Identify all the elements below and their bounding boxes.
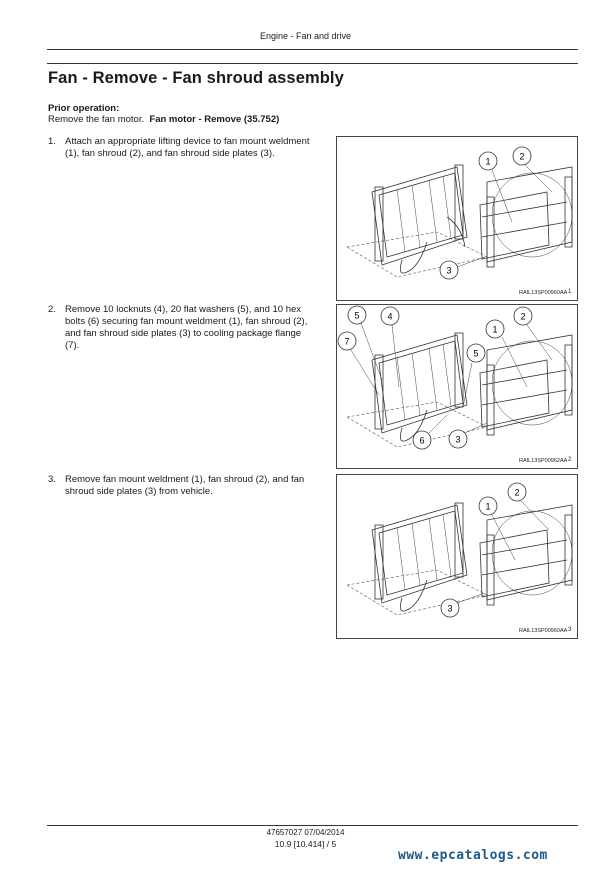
callout-2: 2 (519, 151, 525, 162)
footer-page-number: 10.9 [10.414] / 5 (274, 839, 337, 849)
step-number: 3. (48, 474, 56, 485)
prior-operation-text (48, 114, 279, 125)
fastener-removal-illustration (337, 305, 577, 468)
callout-5: 5 (354, 310, 360, 321)
step-number: 2. (48, 304, 56, 315)
step-2 (48, 304, 318, 356)
figure-1 (336, 136, 578, 301)
callout-6: 6 (419, 435, 425, 446)
fan-shroud-drawing (480, 505, 572, 605)
footer-divider (47, 825, 578, 826)
fan-shroud-drawing (480, 167, 572, 267)
callout-2: 2 (514, 487, 520, 498)
callout-4: 4 (387, 311, 393, 322)
figure-caption: RAIL13SP00960AA (519, 290, 568, 296)
figure-number: 3 (568, 627, 572, 633)
prior-operation-label: Prior operation: (48, 103, 120, 114)
step-text: Remove fan mount weldment (1), fan shroud (2), and fan shroud side plates (3) from vehicle. (65, 474, 305, 497)
footer-document-code: 47657027 07/04/2014 (266, 828, 345, 837)
cooling-package-drawing (372, 503, 467, 611)
cooling-package-drawing (372, 333, 467, 441)
figure-number: 2 (568, 457, 572, 463)
step-text: Remove 10 locknuts (4), 20 flat washers (5), and 10 hex bolts (6) securing fan mount weldment (1), fan shroud (2), and fan shroud side plates (3) to cooling package flange (7). (65, 304, 308, 351)
running-header: Engine - Fan and drive (259, 31, 352, 41)
step-1 (48, 136, 318, 176)
figure-2 (336, 304, 578, 469)
callout-5b: 5 (473, 348, 479, 359)
step-3 (48, 474, 318, 502)
header-divider (47, 49, 578, 50)
callout-1: 1 (485, 156, 491, 167)
watermark-link[interactable]: www.epcatalogs.com (398, 848, 548, 863)
shroud-removal-illustration (337, 475, 577, 638)
fan-shroud-illustration (337, 137, 577, 300)
figure-3 (336, 474, 578, 639)
callout-1: 1 (492, 324, 498, 335)
page-title: Fan - Remove - Fan shroud assembly (48, 69, 344, 87)
prior-operation-link[interactable]: Fan motor - Remove (35.752) (149, 114, 280, 125)
figure-caption: RAIL13SP00962AA (519, 458, 568, 464)
step-text: Attach an appropriate lifting device to fan mount weldment (1), fan shroud (2), and fan shroud side plates (3). (65, 136, 310, 159)
cooling-package-drawing (372, 165, 467, 273)
callout-3: 3 (447, 603, 453, 614)
callout-2: 2 (520, 311, 526, 322)
callout-1: 1 (485, 501, 491, 512)
callout-3: 3 (455, 434, 461, 445)
figure-number: 1 (568, 289, 572, 295)
prior-operation-plain: Remove the fan motor. (48, 114, 145, 125)
callout-3: 3 (446, 265, 452, 276)
step-number: 1. (48, 136, 56, 147)
figure-caption: RAIL13SP00960AA (519, 628, 568, 634)
title-divider (47, 63, 578, 64)
callout-7: 7 (344, 336, 350, 347)
